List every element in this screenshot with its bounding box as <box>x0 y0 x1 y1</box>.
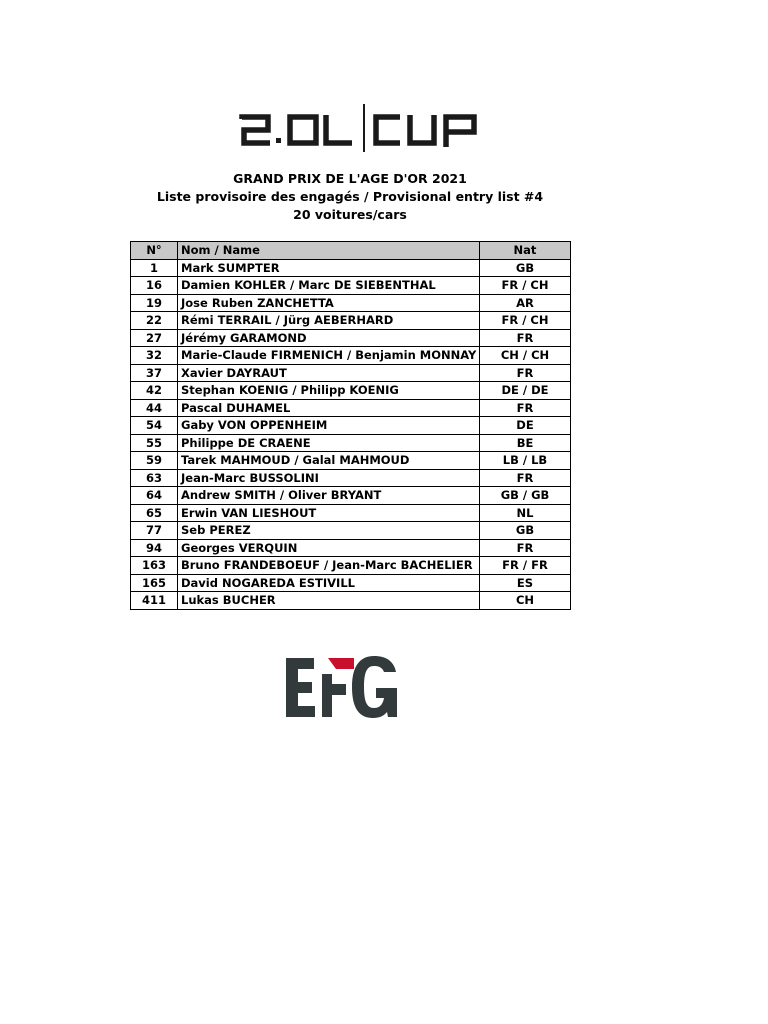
driver-names: Pascal DUHAMEL <box>178 399 480 417</box>
driver-names: Stephan KOENIG / Philipp KOENIG <box>178 382 480 400</box>
entry-number: 19 <box>131 294 178 312</box>
nationality: LB / LB <box>480 452 571 470</box>
driver-names: Jérémy GARAMOND <box>178 329 480 347</box>
entry-number: 27 <box>131 329 178 347</box>
table-row <box>131 329 571 347</box>
driver-names: Rémi TERRAIL / Jürg AEBERHARD <box>178 312 480 330</box>
driver-names: Philippe DE CRAENE <box>178 434 480 452</box>
entry-number: 32 <box>131 347 178 365</box>
entry-number: 59 <box>131 452 178 470</box>
driver-names: Xavier DAYRAUT <box>178 364 480 382</box>
table-row <box>131 364 571 382</box>
nationality: FR <box>480 539 571 557</box>
entry-number: 65 <box>131 504 178 522</box>
entry-number: 1 <box>131 259 178 277</box>
table-row <box>131 294 571 312</box>
efg-logo <box>284 654 400 720</box>
table-row <box>131 434 571 452</box>
nationality: FR / CH <box>480 312 571 330</box>
list-title: Liste provisoire des engagés / Provisional entry list #4 <box>156 189 544 204</box>
table-row <box>131 399 571 417</box>
driver-names: Lukas BUCHER <box>178 592 480 610</box>
nationality: GB <box>480 522 571 540</box>
driver-names: David NOGAREDA ESTIVILL <box>178 574 480 592</box>
driver-names: Gaby VON OPPENHEIM <box>178 417 480 435</box>
driver-names: Seb PEREZ <box>178 522 480 540</box>
nationality: BE <box>480 434 571 452</box>
entry-number: 44 <box>131 399 178 417</box>
cup-logo <box>238 104 480 152</box>
table-row <box>131 487 571 505</box>
driver-names: Tarek MAHMOUD / Galal MAHMOUD <box>178 452 480 470</box>
table-row <box>131 539 571 557</box>
driver-names: Damien KOHLER / Marc DE SIEBENTHAL <box>178 277 480 295</box>
table-row <box>131 417 571 435</box>
entry-number: 16 <box>131 277 178 295</box>
entry-number: 63 <box>131 469 178 487</box>
driver-names: Erwin VAN LIESHOUT <box>178 504 480 522</box>
header-nationality: Nat <box>480 242 571 260</box>
nationality: FR / FR <box>480 557 571 575</box>
nationality: GB <box>480 259 571 277</box>
table-row <box>131 469 571 487</box>
nationality: DE <box>480 417 571 435</box>
driver-names: Jose Ruben ZANCHETTA <box>178 294 480 312</box>
table-row <box>131 259 571 277</box>
table-row <box>131 452 571 470</box>
header-name: Nom / Name <box>178 242 480 260</box>
entry-list-table <box>130 241 571 610</box>
driver-names: Jean-Marc BUSSOLINI <box>178 469 480 487</box>
entry-number: 77 <box>131 522 178 540</box>
table-row <box>131 347 571 365</box>
driver-names: Marie-Claude FIRMENICH / Benjamin MONNAY <box>178 347 480 365</box>
nationality: FR <box>480 364 571 382</box>
table-row <box>131 574 571 592</box>
car-count: 20 voitures/cars <box>293 207 407 222</box>
driver-names: Mark SUMPTER <box>178 259 480 277</box>
table-row <box>131 382 571 400</box>
nationality: GB / GB <box>480 487 571 505</box>
entry-number: 55 <box>131 434 178 452</box>
table-row <box>131 277 571 295</box>
entry-number: 163 <box>131 557 178 575</box>
entry-number: 94 <box>131 539 178 557</box>
entry-number: 165 <box>131 574 178 592</box>
nationality: FR <box>480 399 571 417</box>
driver-names: Andrew SMITH / Oliver BRYANT <box>178 487 480 505</box>
driver-names: Bruno FRANDEBOEUF / Jean-Marc BACHELIER <box>178 557 480 575</box>
table-header-row <box>131 242 571 260</box>
entry-number: 22 <box>131 312 178 330</box>
entry-number: 64 <box>131 487 178 505</box>
nationality: AR <box>480 294 571 312</box>
nationality: FR / CH <box>480 277 571 295</box>
nationality: CH <box>480 592 571 610</box>
nationality: FR <box>480 329 571 347</box>
entry-number: 411 <box>131 592 178 610</box>
nationality: CH / CH <box>480 347 571 365</box>
page-heading <box>130 170 570 224</box>
table-row <box>131 557 571 575</box>
entry-number: 42 <box>131 382 178 400</box>
nationality: DE / DE <box>480 382 571 400</box>
entry-number: 37 <box>131 364 178 382</box>
table-row <box>131 592 571 610</box>
table-row <box>131 312 571 330</box>
nationality: ES <box>480 574 571 592</box>
header-number: N° <box>131 242 178 260</box>
nationality: NL <box>480 504 571 522</box>
nationality: FR <box>480 469 571 487</box>
table-row <box>131 504 571 522</box>
table-row <box>131 522 571 540</box>
entry-number: 54 <box>131 417 178 435</box>
driver-names: Georges VERQUIN <box>178 539 480 557</box>
event-title: GRAND PRIX DE L'AGE D'OR 2021 <box>233 171 467 186</box>
